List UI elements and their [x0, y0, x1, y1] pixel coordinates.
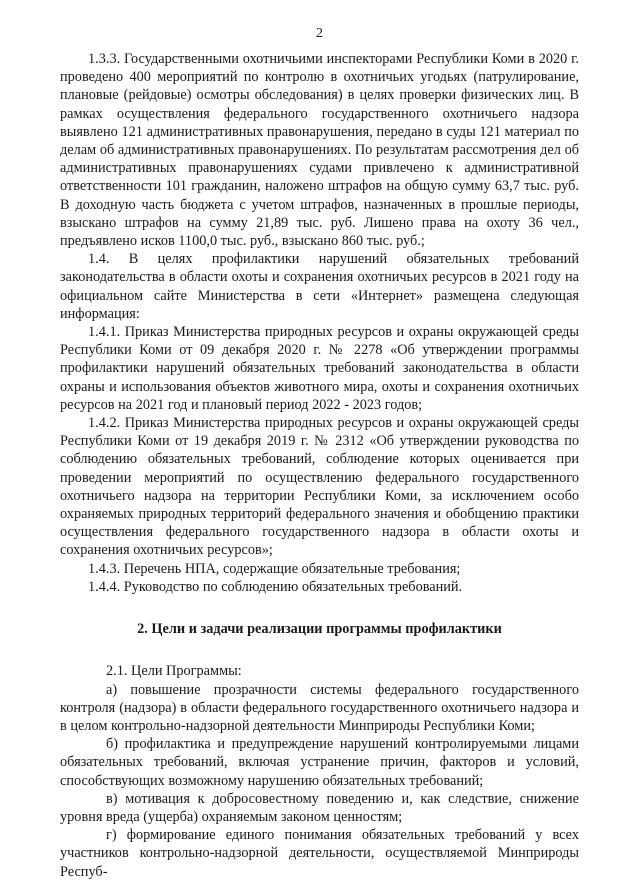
document-body [60, 50, 579, 881]
paragraph-goal-b: б) профилактика и предупреждение нарушений контролируемыми лицами обязательных требований, включая устранение причин, факторов и условий, способствующих возможному нарушению обязательных требований; [60, 736, 579, 789]
paragraph-1-4-1: 1.4.1. Приказ Министерства природных ресурсов и охраны окружающей среды Республики Коми от 09 декабря 2020 г. № 2278 «Об утверждении программы профилактики нарушений обязательных требований законодательства в области охраны и использования объектов животного мира, охоты и сохранения охотничьих ресурсов на 2021 год и плановый период 2022 - 2023 годов; [60, 324, 579, 413]
paragraph-1-4-4: 1.4.4. Руководство по соблюдению обязательных требований. [88, 578, 463, 595]
paragraph-1-4: 1.4. В целях профилактики нарушений обязательных требований законодательства в области охоты и сохранения охотничьих ресурсов в 2021 году на официальном сайте Министерства в сети «Интернет» размещена следующая информация: [60, 251, 579, 322]
paragraph-goal-a: а) повышение прозрачности системы федерального государственного контроля (надзора) в области федерального государственного охотничьего надзора и в целом контрольно-надзорной деятельности Минприроды Республики Коми; [60, 681, 579, 734]
section-heading: 2. Цели и задачи реализации программы профилактики [137, 621, 502, 638]
paragraph-goal-g: г) формирование единого понимания обязательных требований у всех участников контрольно-надзорной деятельности, осуществляемой Минприроды Респуб- [60, 827, 579, 880]
paragraph-1-4-2: 1.4.2. Приказ Министерства природных ресурсов и охраны окружающей среды Республики Коми от 19 декабря 2019 г. № 2312 «Об утверждении руководства по соблюдению обязательных требований, соблюдение которых оценивается при проведении мероприятий по осуществлению федерального государственного охотничьего надзора на территории Республики Коми, за исключением особо охраняемых природных территорий федерального значения и обобщению практики осуществления федерального государственного надзора в области охоты и сохранения охотничьих ресурсов»; [60, 415, 579, 559]
paragraph-goal-v: в) мотивация к добросовестному поведению и, как следствие, снижение уровня вреда (ущерба) охраняемым законом ценностям; [60, 790, 579, 825]
page-number: 2 [316, 26, 323, 41]
paragraph-2-1: 2.1. Цели Программы: [106, 663, 242, 680]
paragraph-1-4-3: 1.4.3. Перечень НПА, содержащие обязательные требования; [88, 560, 461, 577]
paragraph-1-3-3: 1.3.3. Государственными охотничьими инспекторами Республики Коми в 2020 г. проведено 400 мероприятий по контролю в охотничьих угодьях (патрулирование, плановые (рейдовые) осмотры обследования) в целях проверки физических лиц. В рамках осуществления федерального государственного охотничьего надзора выявлено 121 административных правонарушения, передано в суды 121 материал по делам об административных правонарушениях. По результатам рассмотрения дел об административных правонарушениях судами привлечено к административной ответственности 101 гражданин, наложено штрафов на общую сумму 63,7 тыс. руб. В доходную часть бюджета с учетом штрафов, назначенных в прошлые периоды, взыскано штрафов на сумму 21,89 тыс. руб. Лишено права на охоту 36 чел., предъявлено исков 1100,0 тыс. руб., взыскано 860 тыс. руб.; [60, 51, 579, 250]
